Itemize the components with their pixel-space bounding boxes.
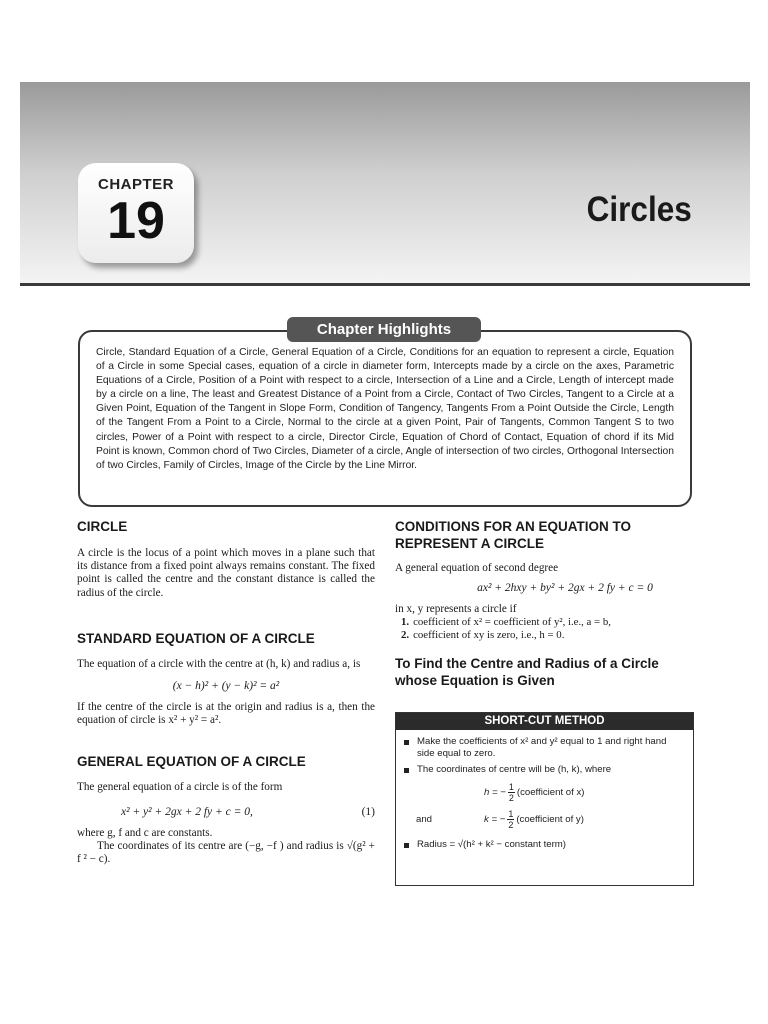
standard-equation-text: The equation of a circle with the centre at (h, k) and radius a, is [77, 657, 361, 670]
conditions-text-2: in x, y represents a circle if [395, 603, 517, 616]
centre-k-formula: and k = − $\frac{1}{2}$ (coefficient of y) [416, 809, 584, 830]
centre-h-formula: h = − $\frac{1}{2}$ (coefficient of x) [484, 782, 585, 803]
standard-equation-origin-text: If the centre of the circle is at the origin and radius is a, then the equation of circle is x² + y² = a². [77, 701, 375, 727]
circle-heading: CIRCLE [77, 519, 128, 534]
general-equation-text: The general equation of a circle is of the form [77, 781, 283, 794]
general-equation-heading: GENERAL EQUATION OF A CIRCLE [77, 754, 306, 770]
chapter-title: Circles [586, 190, 692, 229]
conditions-list [395, 616, 695, 641]
list-item: The coordinates of centre will be (h, k), where [404, 764, 685, 776]
equation-number: (1) [361, 805, 375, 818]
right-column [395, 518, 695, 689]
chapter-label: CHAPTER [97, 176, 174, 193]
bullet-icon [404, 768, 409, 773]
shortcut-heading: SHORT-CUT METHOD [396, 713, 693, 730]
list-item: Radius = √(h² + k² − constant term) [404, 839, 685, 851]
banner-rule [20, 283, 750, 286]
second-degree-equation: ax² + 2hxy + by² + 2gx + 2 fy + c = 0 [477, 582, 653, 595]
shortcut-box [395, 712, 694, 886]
general-equation-centre-radius: The coordinates of its centre are (−g, −f ) and radius is √(g² + f ² − c). [77, 839, 375, 866]
left-column [77, 518, 375, 866]
chapter-badge [78, 163, 194, 263]
general-equation-expression: x² + y² + 2gx + 2 fy + c = 0, [121, 805, 253, 818]
list-item: Make the coefficients of x² and y² equal to 1 and right hand side equal to zero. [404, 736, 685, 760]
shortcut-body [396, 730, 693, 851]
standard-equation-heading: STANDARD EQUATION OF A CIRCLE [77, 630, 315, 646]
chapter-number: 19 [107, 192, 165, 250]
highlights-tab: Chapter Highlights [287, 317, 481, 342]
list-item: 2. coefficient of xy is zero, i.e., h = 0. [401, 629, 565, 641]
bullet-icon [404, 843, 409, 848]
bullet-icon [404, 740, 409, 745]
general-equation-constants: where g, f and c are constants. [77, 826, 213, 839]
circle-definition: A circle is the locus of a point which moves in a plane such that its distance from a fixed point always remains constant. The fixed point is called the centre and the constant distance is called the radius of the circle. [77, 547, 375, 599]
list-item: 1. coefficient of x² = coefficient of y², i.e., a = b, [401, 616, 611, 629]
general-equation [77, 806, 375, 818]
conditions-heading: CONDITIONS FOR AN EQUATION TO REPRESENT A CIRCLE [395, 519, 631, 551]
highlights-text: Circle, Standard Equation of a Circle, General Equation of a Circle, Conditions for an equation to represent a circle, Equation of a Circle in some Special cases, equation of a circle in diameter form, Intercepts made by a circle on the axes, Parametric Equations of a Circle, Position of a Point with respect to a circle, Intersection of a Line and a Circle, Length of intercept made by a circle on a line, The least and Greatest Distance of a Point from a Circle, Contact of Two Circles, Tangent to a Circle at a Given Point, Equation of the Tangent in Slope Form, Condition of Tangency, Tangents From a Point Outside the Circle, Length of the Tangent From a Point to a Circle, Normal to the circle at a given Point, Pair of Tangents, Common Tangent S to two circles, Power of a Point with respect to a circle, Director Circle, Equation of Chord of Contact, Equation of chord if its Mid Point is known, Common chord of Two Circles, Diameter of a circle, Angle of intersection of two circles, Orthogonal Intersection of two Circles, Family of Circles, Image of the Circle by the Line Mirror. [96, 347, 674, 471]
standard-equation: (x − h)² + (y − k)² = a² [172, 680, 280, 693]
find-centre-radius-heading: To Find the Centre and Radius of a Circle whose Equation is Given [395, 655, 659, 688]
conditions-text: A general equation of second degree [395, 562, 559, 574]
